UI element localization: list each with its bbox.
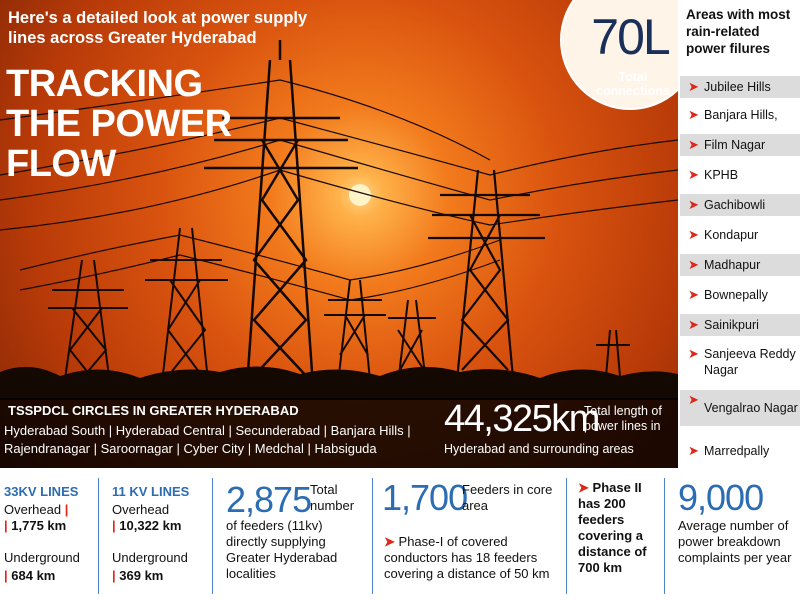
power-lines-label: Total length of power lines in (584, 404, 662, 433)
kv33-underground-label: Underground (4, 550, 80, 565)
arrow-icon: ➤ (688, 167, 699, 182)
arrow-icon: ➤ (688, 392, 699, 407)
feeders-text: of feeders (11kv) directly supplying Greater Hyderabad localities (226, 518, 338, 581)
complaints-text: Average number of power breakdown complaints per year (678, 518, 792, 565)
divider (566, 478, 567, 594)
divider (372, 478, 373, 594)
connections-label: Total connections (596, 70, 670, 98)
arrow-icon: ➤ (688, 107, 699, 122)
arrow-icon: ➤ (688, 197, 699, 212)
core-value: 1,700 (382, 477, 468, 518)
list-item: ➤ Gachibowli (680, 194, 800, 216)
list-item: ➤ KPHB (688, 167, 739, 182)
kv11-overhead-label: Overhead (112, 502, 170, 517)
arrow-icon: ➤ (688, 346, 699, 361)
stats-row (0, 468, 800, 600)
arrow-icon: ➤ (688, 227, 699, 242)
connections-value: 70L (591, 9, 669, 65)
arrow-icon: ➤ (688, 287, 699, 302)
kv11-underground-value: | 369 km (112, 568, 164, 583)
kv33-overhead-label: Overhead | (4, 502, 69, 517)
feeders-text-top: Total number (310, 482, 355, 513)
list-item: ➤ Vengalrao Nagar (680, 390, 800, 426)
areas-panel (678, 0, 800, 468)
kv11-overhead-value: | 10,322 km (112, 518, 182, 533)
phase1-text: ➤ Phase-I of covered conductors has 18 feeders covering a distance of 50 km (384, 534, 550, 581)
circles-strip (0, 398, 678, 468)
kv11-underground-label: Underground (112, 550, 188, 565)
list-item: ➤ Banjara Hills, (688, 107, 778, 122)
complaints-value: 9,000 (678, 477, 764, 518)
list-item: ➤ Madhapur (680, 254, 800, 276)
list-item: ➤ Jubilee Hills (680, 76, 800, 98)
arrow-icon: ➤ (688, 79, 699, 94)
kv33-underground-value: | 684 km (4, 568, 56, 583)
circles-title: TSSPDCL CIRCLES IN GREATER HYDERABAD (8, 403, 299, 418)
page-title: TRACKING THE POWER FLOW (6, 63, 232, 185)
list-item: ➤ Film Nagar (680, 134, 800, 156)
list-item: ➤ Kondapur (688, 227, 759, 242)
list-item: ➤ Bownepally (688, 287, 768, 302)
arrow-icon: ➤ (688, 317, 699, 332)
list-item: ➤ Marredpally (688, 443, 770, 458)
arrow-icon: ➤ (688, 137, 699, 152)
circles-list: Hyderabad South | Hyderabad Central | Secunderabad | Banjara Hills | Rajendranagar | Saroornagar | Cyber City | Medchal | Habsiguda (4, 423, 411, 456)
arrow-icon: ➤ (688, 257, 699, 272)
feeders-value: 2,875 (226, 479, 312, 520)
kv33-title: 33KV LINES (4, 484, 79, 499)
arrow-icon: ➤ (688, 443, 699, 458)
power-lines-value: 44,325km (444, 398, 599, 440)
kv11-title: 11 KV LINES (112, 484, 190, 499)
power-lines-label-2: Hyderabad and surrounding areas (444, 442, 634, 456)
core-text: Feeders in core area (462, 482, 553, 513)
divider (664, 478, 665, 594)
areas-title: Areas with most rain-related power filures (686, 7, 791, 56)
list-item: ➤ Sanjeeva Reddy Nagar (688, 346, 796, 377)
list-item: ➤ Sainikpuri (680, 314, 800, 336)
phase2-text: ➤ Phase II has 200 feeders covering a distance of 700 km (578, 480, 647, 575)
divider (212, 478, 213, 594)
divider (98, 478, 99, 594)
kv33-overhead-value: | 1,775 km (4, 518, 67, 533)
header-subtitle: Here's a detailed look at power supply lines across Greater Hyderabad (8, 9, 308, 47)
